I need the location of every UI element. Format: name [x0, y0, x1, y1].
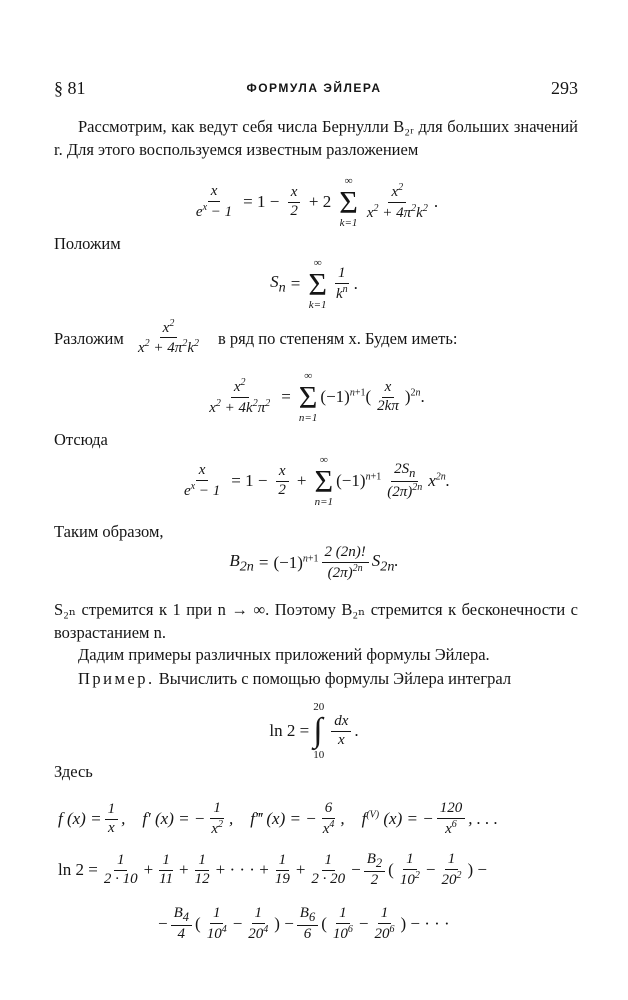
paragraph-example — [54, 667, 578, 690]
paragraph-examples: Дадим примеры различных приложений формулы Эйлера. — [78, 645, 490, 664]
example-text: Вычислить с помощью формулы Эйлера интеграл — [158, 669, 512, 688]
equation-expansion-2: $\frac{x}{e^x - 1}$ = 1 − $\frac{x}{2}$ + ∞ Σ n=1 $(-1)^{n+1}$ $\frac{2S_n}{(2\pi)^{2n}}$ $x^{2n}$. — [183, 454, 451, 508]
equation-series: $\frac{x^2}{x^2 + 4k^2\pi^2}$ = ∞ Σ n=1 $(-1)^{n+1}$( $\frac{x}{2k\pi}$ )$^{2n}$. — [209, 370, 425, 424]
section-number: § 81 — [54, 78, 86, 98]
equation-derivatives: f (x) = $\frac{1}{x}$ , f′ (x) = − $\frac{1}{x^2}$ , f‴ (x) = − $\frac{6}{x^4}$ , $f^{(V)}$ (x) = − $\frac{120}{x^6}$ , . . . — [58, 800, 498, 837]
equation-b2n: $B_{2n}$ = $(-1)^{n+1}$ $\frac{2 (2n)!}{(2\pi)^{2n}}$ $S_{2n}$. — [229, 544, 399, 581]
equation-expansion: $\frac{x}{e^x - 1}$ = 1 − $\frac{x}{2}$ + 2 ∞ Σ k=1 $\frac{x^2}{x^2 + 4\pi^2k^2}$ . — [195, 175, 439, 229]
equation-ln2-integral: ln 2 = 20 ∫ 10 $\frac{dx}{x}$ . — [269, 701, 359, 761]
label-polozhim: Положим — [54, 234, 121, 253]
label-zdes: Здесь — [54, 762, 93, 781]
example-label: Пример. — [78, 669, 155, 688]
label-otsyuda: Отсюда — [54, 430, 108, 449]
equation-ln2-series-cont: − $\frac{B_4}{4}$ ( $\frac{1}{10^4}$ − $\frac{1}{20^4}$ ) − $\frac{B_6}{6}$ ( $\frac{1}{10^6}$ − $\frac{1}{20^6}$ ) − · · · — [158, 905, 450, 942]
label-razlozhim-tail: в ряд по степеням x. Будем иметь: — [218, 329, 458, 348]
running-title: ФОРМУЛА ЭЙЛЕРА — [246, 81, 382, 95]
label-takim: Таким образом, — [54, 522, 164, 541]
paragraph-bernoulli: Рассмотрим, как ведут себя числа Бернулли B₂ᵣ для больших значений r. Для этого воспользуемся известным разложением — [54, 117, 578, 159]
equation-sn: $S_n$ = ∞ Σ k=1 $\frac{1}{k^n}$ . — [270, 257, 358, 311]
page-number: 293 — [551, 78, 578, 98]
inline-fraction: $\frac{x^2}{x^2 + 4\pi^2k^2}$ — [138, 318, 199, 357]
equation-ln2-series: ln 2 = $\frac{1}{2 \cdot 10}$ + $\frac{1}{11}$ + $\frac{1}{12}$ + · · · + $\frac{1}{19}$ + $\frac{1}{2 \cdot 20}$ − $\frac{B_2}{2}$ ( $\frac{1}{10^2}$ − $\frac{1}{20^2}$ ) − — [58, 851, 487, 888]
paragraph-limit: S₂ₙ стремится к 1 при n → ∞. Поэтому B₂ₙ стремится к бесконечности с возрастанием n. — [54, 600, 578, 642]
label-razlozhim: Разложим — [54, 329, 124, 348]
